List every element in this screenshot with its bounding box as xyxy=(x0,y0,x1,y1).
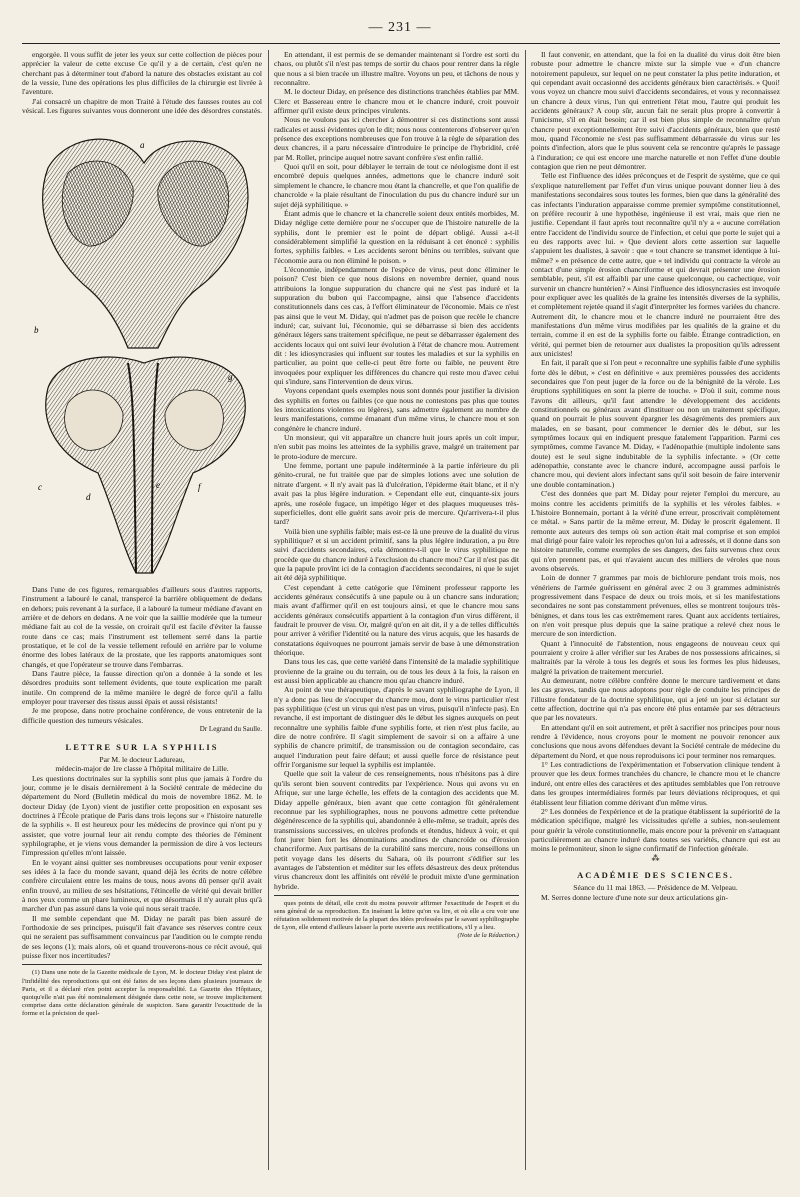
paragraph: Quoi qu'il en soit, pour déblayer le terrain de tout ce néologisme dont il est encombré depuis quelques années, admettons que le chancre induré soit simplement le chancre, le chancre mou étant la chancrelle, et que l'on qualifie de chancroïde « la plaie résultant de l'inoculation du pus du chancre induré sur un sujet déjà syphilitique. » xyxy=(274,162,519,209)
footnote-rule xyxy=(22,964,262,965)
figure-label: d xyxy=(86,492,91,502)
footnote: ques points de détail, elle croit du moins pouvoir affirmer l'exactitude de l'esprit et du sens général de sa reproduction. En insérant la lettre qu'on va lire, et où elle a cru voir une réfutation solidement motivée de la plupart des idées professées par le savant syphiliographe de Lyon, elle entend d'ailleurs laisser la porte ouverte aux rectifications, s'il y a lieu. xyxy=(274,899,519,932)
paragraph: Il me semble cependant que M. Diday ne paraît pas bien assuré de l'orthodoxie de ses principes, puisqu'il fait d'avance ses réserves contre ceux qui ne seraient pas suffisamment convaincus par l'audition ou le compte rendu de ses leçons (1); mais alors, où et quand trouverons-nous ce récit avoué, qui puisse fixer nos incertitudes? xyxy=(22,913,262,961)
signature: Dr Legrand du Saulle. xyxy=(199,725,262,734)
paragraph: Quelle que soit la valeur de ces renseignements, nous n'hésitons pas à dire qu'ils seront bien souvent contredits par l'expérience. Nous qui avons vu en Afrique, sur une large échelle, les effets de la contagion des accidents que M. Diday appelle généraux, bien avant que cette contagion fût généralement reconnue par les syphiliographes, nous ne pouvons admettre cette prétendue dégénérescence de la syphilis qui, abandonnée à elle-même, se traduit, après des transmissions successives, en ulcères profonds et étendus, hideux à voir, et qui font jurer bien fort les dénominations anodines de chancroïde ou d'érosion chancriforme. Aux partisans de la curabilité sans mercure, nous conseillons un petit voyage dans les déserts du Sahara, où ils pourront s'édifier sur les avantages de l'abstention et méditer sur les effets désastreux des deux prétendus virus chancreux dont les affinités ont révélé le produit mixte d'une germination hybride. xyxy=(274,769,519,891)
paragraph: Je me propose, dans notre prochaine conférence, de vous entretenir de la difficile question des tumeurs vésicales. xyxy=(22,706,262,725)
article-title: LETTRE SUR LA SYPHILIS xyxy=(65,741,219,752)
column-divider xyxy=(268,50,269,1170)
footnote-rule xyxy=(274,895,519,896)
paragraph: Dans tous les cas, que cette variété dans l'intensité de la maladie syphilitique provienne de la graine ou du terrain, ou de tous les deux à la fois, la raison en est aussi bien applicable au chancre mou qu'au chancre induré. xyxy=(274,657,519,686)
footnote-signature: (Note de la Rédaction.) xyxy=(457,932,519,940)
paragraph: J'ai consacré un chapitre de mon Traité à l'étude des fausses routes au col vésical. Les figures suivantes vous donneront une idée des désordres constatés. xyxy=(22,96,262,116)
paragraph: Au demeurant, notre célèbre confrère donne le mercure tardivement et dans les cas graves, tandis que nous adoptons pour règle de conduite les principes de l'illustre fondateur de la doctrine syphilitique, qui a jeté un jour si éclatant sur cette affection, doctrine qui n'a pas encore été plus entamée par ses détracteurs que par les novateurs. xyxy=(531,676,780,723)
paragraph: Telle est l'influence des idées préconçues et de l'esprit de système, que ce qui s'explique naturellement par l'effet d'un virus unique pouvant donner lieu à des manifestations secondaires sous toutes les formes, bien que dans la généralité des cas infectants l'induration apparaisse comme premier symptôme constitutionnel, on préfère recourir à une hypothèse, ingénieuse il est vrai, mais que rien ne justifie. Cependant il faut après tout reconnaître qu'il n'y a « aucune corrélation entre l'accident de l'individu source de l'infection, et celui que porte le sujet qui a eu des rapports avec lui. » Que devient alors cette assertion sur laquelle s'appuient les dualistes, à savoir : que « tout chancre se transmet identique à lui-même? » en présence de cette autre, que « tel individu qui contracte la vérole au contact d'une simple érosion chancriforme et qui devrait présenter une érosion semblable, peut, s'il est affaibli par une cause quelconque, ou cachectique, voir survenir un chancre huntérien? » Ainsi l'influence des idiosyncrasies est invoquée pour expliquer avec les qualités de la graine les intensités diverses de la syphilis, et complètement rejetée quand il s'agit d'interpréter les formes variées du chancre. Autrement dit, le chancre mou et le chancre induré ne pourraient être des manifestations d'un même virus modifiées par les qualités de la graine et du terrain, comme il en est de la syphilis forte ou faible. Étrange contradiction, en vérité, qui permet bien de retourner aux dualistes la proposition qu'ils adressent aux unicistes! xyxy=(531,171,781,358)
paragraph: Loin de donner 7 grammes par mois de bichlorure pendant trois mois, nos vénériens de l'armée guérissent en général avec 2 ou 3 grammes administrés progressivement dans l'espace de deux ou trois mois, et si les manifestations secondaires ne sont pas constamment prévenues, elles se montrent toujours très-bénignes, et dans tous les cas extrêmement rares. Quant aux accidents tertiaires, on n'en voit presque plus depuis que la saine pratique a relevé chez nous le mercure de son interdiction. xyxy=(531,573,780,639)
paragraph: L'économie, indépendamment de l'espèce de virus, peut donc éliminer le poison? C'est bien ce que nous disions en novembre dernier, quand nous attribuions la longue suppuration du chancre qui ne s'est pas induré et la suppuration du bubon qui l'accompagne, ainsi que l'absence d'accidents constitutionnels dans ces cas, à l'effort éliminateur de l'économie. Mais ce n'est pas ainsi que le veut M. Diday, qui n'admet pas de poison que recèle le chancre induré; car, suivant lui, l'économie, qui se débarrasse si bien des accidents généraux légers sans traitement spécifique, ne peut se débarrasser également des accidents locaux qui ont suivi leur évolution à l'état de chancre mou. Autrement dit : les idiosyncrasies qui influent sur toutes les maladies et sur la syphilis en particulier, au point que celle-ci peut être forte ou faible, ne peuvent être invoquées pour expliquer les différences du chancre qui reste mou d'avec celui qui s'indure, sans l'intervention de deux virus. xyxy=(274,264,519,387)
column-1-continued xyxy=(22,585,262,1018)
paragraph: Au point de vue thérapeutique, d'après le savant syphiliographe de Lyon, il n'y a donc pas lieu de s'occuper du chancre mou, dont le virus particulier n'est pas syphilitique (c'est un virus qui n'est pas un virus, puisqu'il n'infecte pas). En revanche, il est important de distinguer dès le début les signes auxquels on peut reconnaître une syphilis faible d'une syphilis forte, et rien n'est plus facile, au dire de notre confrère. Il s'agit simplement de savoir si on a affaire à une syphilis de chancre primitif, de transmission ou de contagion secondaire, cas auquel l'induration peut faire défaut; et aussi quelle force de résistance peut offrir l'organisme sur lequel la syphilis est implantée. xyxy=(274,685,519,770)
figure-label: f xyxy=(198,482,201,492)
section-title: ACADÉMIE DES SCIENCES. xyxy=(577,869,734,880)
paragraph: M. Serres donne lecture d'une note sur deux articulations gin- xyxy=(541,892,728,902)
header-rule xyxy=(22,43,780,44)
figure-label: g xyxy=(228,372,233,382)
article-author-role: médecin-major de 1re classe à l'hôpital militaire de Lille. xyxy=(55,764,229,774)
column-divider xyxy=(525,50,526,1170)
paragraph: Les questions doctrinales sur la syphilis sont plus que jamais à l'ordre du jour, comme je le disais dernièrement à la Société centrale de médecine du département du Nord (Bulletin médical du mois de novembre 1862. M. le docteur Diday (de Lyon) vient de justifier cette proposition en exposant ses doctrines à l'École pratique de Paris dans trois leçons sur « l'histoire naturelle de la syphilis ». Il est heureux pour les médecins de province qui n'ont pu y assister, que votre journal leur ait rendu compte des théories de l'éminent syphilographe, et je viens vous demander la permission de dire à vos lecteurs l'impression qu'elles m'ont laissée. xyxy=(22,773,262,858)
section-ornament: ⁂ xyxy=(651,853,660,863)
figure-label: c xyxy=(38,482,42,492)
column-3 xyxy=(531,50,780,902)
paragraph: En le voyant ainsi quitter ses nombreuses occupations pour venir exposer ses idées à la face du monde savant, quand déjà les écrits de notre célèbre confrère circulaient entre les mains de tous, nous avons dû penser qu'il avait enfin trouvé, au milieu de ses hésitations, l'étincelle de vérité qui devait briller à nos yeux comme un phare lumineux, et que désormais il n'y aurait plus qu'à marcher d'un pas assuré dans la voie qui nous serait tracée. xyxy=(22,857,262,914)
paragraph: engorgée. Il vous suffit de jeter les yeux sur cette collection de pièces pour apprécier la valeur de cette excuse Ce qu'il y a de certain, c'est qu'en ne cherchant pas à déterminer tout d'abord la nature des obstacles existant au col de la vessie, l'une des opérations les plus difficiles de la chirurgie est livrée à l'aventure. xyxy=(22,50,262,97)
paragraph: C'est cependant à cette catégorie que l'éminent professeur rapporte les accidents généraux consécutifs à une papule ou à un chancre sans induration; mais avant d'affirmer qu'il en est toujours ainsi, et que le chancre mou sans accidents généraux consécutifs appartient à la contagion d'un virus différent, il faudrait le prouver de visu. Or, malgré qu'on en ait dit, il y a de telles difficultés pour arriver à vérifier l'identité ou la nature des virus acquis, que les hasards de constatations équivoques ne pourront jamais servir de base à une démonstration théorique. xyxy=(274,582,519,657)
figure-label: b xyxy=(34,325,39,335)
paragraph: Une femme, portant une papule indéterminée à la partie inférieure du pli génito-crural, ne fut traitée que par de simples lotions avec une solution de nitrate d'argent. « Il n'y avait pas là d'ulcération, l'épiderme était blanc, et il n'y avait pas la plus légère induration. » Cependant elle eut, cinquante-six jours après, une roséole fugace, un impétigo léger et des plaques muqueuses très-superficielles, dont elle guérit sans avoir pris de mercure. Qu'arrivera-t-il plus tard? xyxy=(274,461,519,527)
column-1 xyxy=(22,50,262,115)
figure-label: a xyxy=(140,140,145,150)
prostate-illustration xyxy=(28,128,260,578)
paragraph: Quant à l'innocuité de l'abstention, nous engageons de nouveau ceux qui pourraient y croire à aller vérifier sur les Arabes de nos possessions africaines, si maltraités par la vérole à tous les degrés et sous les formes les plus hideuses, malgré la privation de traitement mercuriel. xyxy=(531,638,780,676)
figure-label: e xyxy=(156,480,160,490)
paragraph: Nous ne voulons pas ici chercher à démontrer si ces distinctions sont aussi radicales et aussi évidentes qu'on le dit; nous nous contenterons d'observer qu'en présence des exceptions nombreuses que l'on trouve à la règle de séparation des deux chancres, il a paru nécessaire d'introduire le principe de l'hybridité, créé par M. Rollet, principe auquel notre savant confrère s'est enfin rallié. xyxy=(274,115,519,162)
page-number: — 231 — xyxy=(368,20,432,35)
session-line: Séance du 11 mai 1863. — Présidence de M. Velpeau. xyxy=(573,883,738,893)
column-2 xyxy=(274,50,519,940)
paragraph: Voilà bien une syphilis faible; mais est-ce là une preuve de la dualité du virus syphilitique? et si un accident primitif, sans la plus légère induration, a pu être suivi d'accidents secondaires, cela démontre-t-il que le virus syphilitique ne procède que du chancre induré à l'exclusion du chancre mou? Car il n'est pas dit que la papule provînt ici de la contagion d'accidents secondaires, ni que le sujet ait été déjà syphilitique. xyxy=(274,526,519,583)
article-author: Par M. le docteur Ladureau, xyxy=(99,754,185,764)
paragraph: 1° Les contradictions de l'expérimentation et l'observation clinique tendent à prouver que les deux formes tranchées du chancre, le chancre mou et le chancre induré, ont entre elles des caractères et des aptitudes semblables que l'on retrouve dans les groupes intermédiaires formés par leurs déviations réciproques, et qui établissent leur filiation comme dérivant d'un même virus. xyxy=(531,760,780,807)
paragraph: Un monsieur, qui vit apparaître un chancre huit jours après un coït impur, n'en subit pas moins les atteintes de la syphilis grave, malgré un traitement par le proto-iodure de mercure. xyxy=(274,433,519,461)
paragraph: En fait, il paraît que si l'on peut « reconnaître une syphilis faible d'une syphilis forte dès le début, » c'est en définitive « aux premières poussées des accidents secondaires que l'on peut juger de la force ou de la bénignité de la vérole. Les éruptions syphilitiques en sont la pierre de touche. » D'où il suit, comme nous l'avons dit ailleurs, qu'il faut attendre le développement des accidents constitutionnels ou généraux avant d'instituer ou non un traitement spécifique, quand on pourrait le plus souvent épargner les désagréments des premiers aux malades, en se basant, pour commencer le dernier dès le début, sur les symptômes locaux qui en indiquent presque fatalement l'apparition. Parmi ces symptômes, comme l'avance M. Diday, « l'adénopathie (multiple indolente sans doute) est le seul signe indubitable de la syphilis infectante. » (Or cette adénopathie, constante avec le chancre induré, accompagne aussi parfois le chancre mou, qui devient alors infectant sans qu'il soit besoin de faire intervenir une double contamination.) xyxy=(531,358,780,489)
paragraph: 2° Les données de l'expérience et de la pratique établissent la supériorité de la médication spécifique, malgré les vicissitudes qu'elle a subies, non-seulement pour guérir la vérole constitutionnelle, mais encore pour la prévenir en s'attaquant particulièrement au chancre induré dans toutes ses variétés, chancre qui est au moins le prémoniteur, sinon le signe confirmatif de l'infection générale. xyxy=(531,806,780,854)
paragraph: Étant admis que le chancre et la chancrelle soient deux entités morbides, M. Diday néglige cette dernière pour ne s'occuper que de l'histoire naturelle de la syphilis, dont le premier est le point de départ obligé. Aussi a-t-il considérablement simplifié la question en la réduisant à cet énoncé : syphilis fortes, syphilis faibles. « Les accidents seront bénins ou terribles, suivant que l'économie aura ou non éliminé le poison. » xyxy=(274,208,519,265)
paragraph: En attendant qu'il en soit autrement, et prêt à sacrifier nos principes pour nous rendre à l'évidence, nous croyons pour le moment ne pouvoir renoncer aux conclusions que nous avons défendues devant la Société centrale de médecine du département du Nord, et que nous reproduisons ici pour terminer nos remarques. xyxy=(531,722,780,760)
paragraph: C'est des données que part M. Diday pour rejeter l'emploi du mercure, au moins contre les accidents primitifs de la syphilis et les véroles faibles. « L'histoire Bonnemain, portant à la vérité d'une erreur, proscrivait complètement ce métal. » Sans partir de la même erreur, M. Diday le proscrit également. Il remonte aux auteurs des temps où son action était mal comprise et son emploi mal dirigé pour faire valoir les reproches qu'on lui a adressés, et il donne dans son histoire naturelle, comme exemples de ses dangers, des faits survenus chez ceux qui n'en prennent pas, et qui n'avaient aucun des milliers de véroles que nous avons observés. xyxy=(531,489,780,573)
paragraph: Dans l'autre pièce, la fausse direction qu'on a donnée à la sonde et les désordres produits sont tellement évidents, que toute explication me paraît inutile. On comprend de la même manière le degré de force qu'il a fallu employer pour traverser des tissus aussi épais et aussi résistants! xyxy=(22,669,262,707)
footnote: (1) Dans une note de la Gazette médicale de Lyon, M. le docteur Diday s'est plaint de l'infidélité des reproductions qui ont été faites de ses leçons dans plusieurs journaux de Paris, et il a déclaré n'en point accepter la responsabilité. La Gazette des Hôpitaux, quoiqu'elle n'ait pas été nominalement désignée dans cette note, se trouve implicitement comprise dans cette déclaration générale de suspicion. Sans garantir l'exactitude de la forme et la précision de quel- xyxy=(22,969,262,1017)
paragraph: Il faut convenir, en attendant, que la foi en la dualité du virus doit être bien robuste pour admettre le chancre mixte sur la simple vue « d'un chancre notoirement papuleux, sur lequel on ne peut constater la plus petite induration, et qui cependant avait occasionné des accidents généraux bien caractérisés. » Quoi! vous voyez un chancre mou suivi d'accidents secondaires, et vous y reconnaissez un chancre à deux virus, l'un qui entretient l'état mou, l'autre qui produit les accidents généraux? A coup sûr, aucun fait ne serait plus propre à convertir à l'unicisme, s'il en était besoin; car il est bien plus simple de reconnaître qu'un chancre peut exceptionnellement être suivi d'accidents généraux, bien que resté mou, quand l'économie ne s'est pas suffisamment débarrassée du virus sur les points d'infection, alors que le plus souvent cela se rencontre qu'après le passage à l'induration; ce qui est encore une marche naturelle et non l'effet d'une double contagion que rien ne peut démontrer. xyxy=(531,50,780,172)
paragraph: M. le docteur Diday, en présence des distinctions tranchées établies par MM. Clerc et Bassereau entre le chancre mou et le chancre induré, croit pouvoir affirmer qu'il existe deux principes virulents. xyxy=(274,87,519,116)
paragraph: En attendant, il est permis de se demander maintenant si l'ordre est sorti du chaos, ou plutôt s'il n'est pas temps de sortir du chaos pour rentrer dans la règle que nous a si bien tracée un illustre maître. Voyons un peu, et tâchons de nous y reconnaître. xyxy=(274,50,519,88)
anatomical-figure xyxy=(28,128,260,578)
paragraph: Dans l'une de ces figures, remarquables d'ailleurs sous d'autres rapports, l'instrument a labouré le canal, transpercé la barrière obliquement de dedans en dehors; puis revenant à la surface, il a labouré la tumeur médiane d'avant en arrière et de dehors en dedans. A ne voir que la saillie modérée que la tumeur médiane fait au col de la vessie, on croirait qu'il est facile d'éviter la fausse route dans ce cas; mais l'instrument est tellement serré dans la partie prostatique, et le col de la vessie tellement refoulé en arrière par le volume énorme des lobes latéraux de la prostate, que les rapports anatomiques sont changés, et que l'opérateur se trouve dans l'embarras. xyxy=(22,585,262,669)
paragraph: Voyons cependant quels exemples nous sont donnés pour justifier la division des syphilis en fortes ou faibles (ce que nous ne contestons pas plus que toutes les intoxications violentes ou légères), sans admettre également au nombre de leurs manifestations, comme émanant d'un même virus, le chancre mou et son congénère le chancre induré. xyxy=(274,386,519,433)
